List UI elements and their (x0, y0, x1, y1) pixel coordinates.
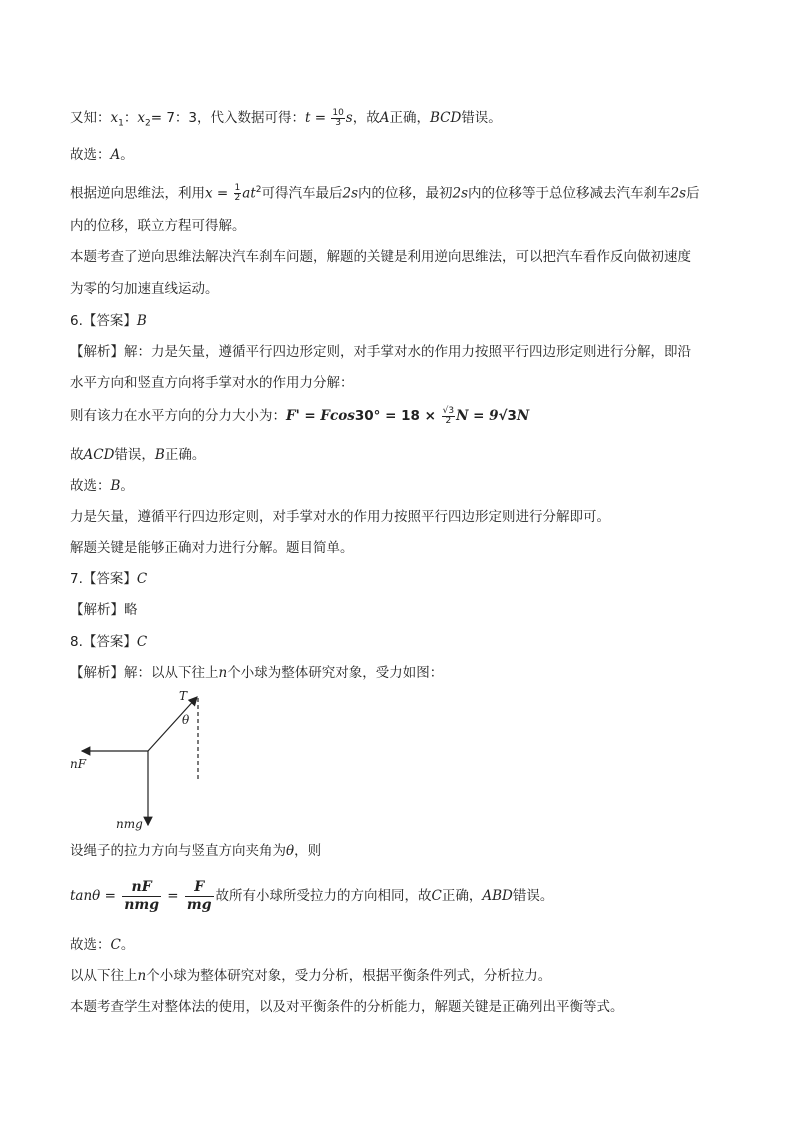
denominator: 3 (335, 117, 341, 128)
formula: N = 9 (456, 408, 499, 424)
label-T: T (179, 689, 188, 703)
fraction (234, 184, 242, 203)
line-11 (70, 445, 205, 465)
numerator: √3 (442, 405, 455, 416)
line-23: 本题考查学生对整体法的使用，以及对平衡条件的分析能力，解题关键是正确列出平衡等式。 (70, 999, 624, 1015)
line-20 (70, 877, 553, 915)
option-letter: B (110, 478, 121, 494)
text: 错误。 (461, 110, 502, 126)
formula: 30° = 18 × (354, 408, 441, 424)
label-nF: nF (70, 757, 87, 771)
text: 错误， (114, 447, 155, 463)
option-letters: ACD (83, 447, 115, 463)
numerator: 10 (332, 107, 344, 118)
var-n: n (137, 968, 147, 984)
text: 故选： (70, 937, 111, 953)
option-letter: A (110, 147, 121, 163)
option-letter: A (379, 110, 390, 126)
text: 错误。 (512, 888, 554, 904)
line-22 (70, 966, 551, 986)
line-2 (70, 145, 134, 165)
text: 设绳子的拉力方向与竖直方向夹角为 (70, 843, 286, 859)
answer-letter: B (136, 313, 147, 329)
numerator: 1 (234, 183, 241, 193)
option-letter: C (431, 888, 442, 904)
text: 正确， (389, 110, 430, 126)
line-12 (70, 476, 134, 496)
var-x2: x (137, 110, 145, 126)
line-17 (70, 632, 147, 652)
option-letters: ABD (482, 888, 513, 904)
text: 后 (686, 185, 700, 202)
denominator: 2 (445, 415, 452, 426)
text: ，则 (294, 843, 322, 859)
var: 2s (670, 185, 687, 202)
unit-s: s (345, 110, 353, 126)
text: 内的位移，最初 (358, 185, 453, 202)
line-5: 本题考查了逆向思维法解决汽车刹车问题，解题的关键是利用逆向思维法，可以把汽车看作反向做初速度 (70, 249, 691, 265)
line-15 (70, 569, 147, 589)
text: 故选： (70, 478, 111, 494)
fraction (185, 879, 214, 914)
line-9: 水平方向和竖直方向将手掌对水的作用力分解： (70, 375, 354, 391)
denominator: mg (186, 896, 212, 913)
var-t: t (305, 110, 311, 126)
text: 正确， (441, 888, 483, 904)
label-nmg: nmg (116, 817, 143, 831)
text: = (310, 110, 331, 126)
var-n: n (218, 665, 228, 681)
tension-arrow (148, 697, 197, 751)
numerator: nF (122, 879, 161, 897)
formula: F' = Fcos (286, 408, 355, 424)
label-theta: θ (182, 713, 190, 727)
line-1 (70, 108, 502, 134)
line-6: 为零的匀加速直线运动。 (70, 281, 219, 297)
line-4: 内的位移，联立方程可得解。 (70, 218, 246, 234)
answer-heading: 7.【答案】 (70, 571, 137, 587)
sub: 2 (144, 118, 151, 129)
text: 故所有小球所受拉力的方向相同，故 (215, 888, 432, 904)
var: 2s (342, 185, 359, 202)
line-7 (70, 311, 147, 331)
fraction (442, 407, 455, 426)
sup: 2 (255, 185, 262, 195)
fraction (331, 109, 344, 128)
text: 正确。 (164, 447, 206, 463)
line-19 (70, 841, 321, 861)
answer-letter: C (136, 634, 148, 650)
option-letter: C (110, 937, 121, 953)
var-x1: x (110, 110, 119, 126)
text: = (162, 888, 183, 904)
option-letter: B (154, 447, 165, 463)
answer-heading: 6.【答案】 (70, 313, 137, 329)
text: 根据逆向思维法，利用 (70, 185, 205, 202)
text: ，故 (352, 110, 380, 126)
text: 内的位移等于总位移减去汽车刹车 (468, 185, 671, 202)
sub: 1 (118, 118, 124, 129)
denominator: nmg (124, 896, 159, 913)
var: 2s (452, 185, 469, 202)
line-3 (70, 180, 700, 204)
sqrt: √3 (498, 408, 517, 424)
line-13: 力是矢量，遵循平行四边形定则，对手掌对水的作用力按照平行四边形定则进行分解即可。 (70, 509, 610, 525)
var-theta: θ (286, 843, 295, 859)
text: 又知： (70, 110, 111, 126)
line-14: 解题关键是能够正确对力进行分解。题目简单。 (70, 540, 354, 556)
unit-N: N (516, 408, 530, 424)
option-letters: BCD (429, 110, 462, 126)
text: 以从下往上 (70, 968, 138, 984)
var-x: x (205, 185, 213, 202)
answer-letter: C (136, 571, 148, 587)
line-10 (70, 406, 529, 426)
text: = 7：3，代入数据可得： (150, 110, 305, 126)
text: 。 (120, 147, 134, 163)
var-at: at (242, 185, 256, 202)
numerator: F (185, 879, 214, 897)
force-diagram (60, 680, 220, 835)
text: = (212, 185, 233, 202)
text: 个小球为整体研究对象，受力如图： (227, 665, 444, 681)
line-16: 【解析】略 (70, 602, 138, 618)
formula: tanθ (70, 888, 101, 904)
text: = (100, 888, 121, 904)
text: 故 (70, 447, 84, 463)
text: 【解析】解：以从下往上 (70, 665, 219, 681)
text: 可得汽车最后 (261, 185, 343, 202)
text: 故选： (70, 147, 111, 163)
denominator: 2 (234, 193, 241, 203)
line-8: 【解析】解：力是矢量，遵循平行四边形定则，对手掌对水的作用力按照平行四边形定则进行分解，即沿 (70, 344, 691, 360)
text: 。 (120, 478, 134, 494)
text: ： (123, 110, 138, 126)
text: 个小球为整体研究对象，受力分析，根据平衡条件列式，分析拉力。 (146, 968, 552, 984)
text: 则有该力在水平方向的分力大小为： (70, 408, 286, 424)
text: 。 (120, 937, 135, 953)
fraction (122, 879, 161, 914)
answer-heading: 8.【答案】 (70, 634, 137, 650)
line-21 (70, 935, 134, 955)
